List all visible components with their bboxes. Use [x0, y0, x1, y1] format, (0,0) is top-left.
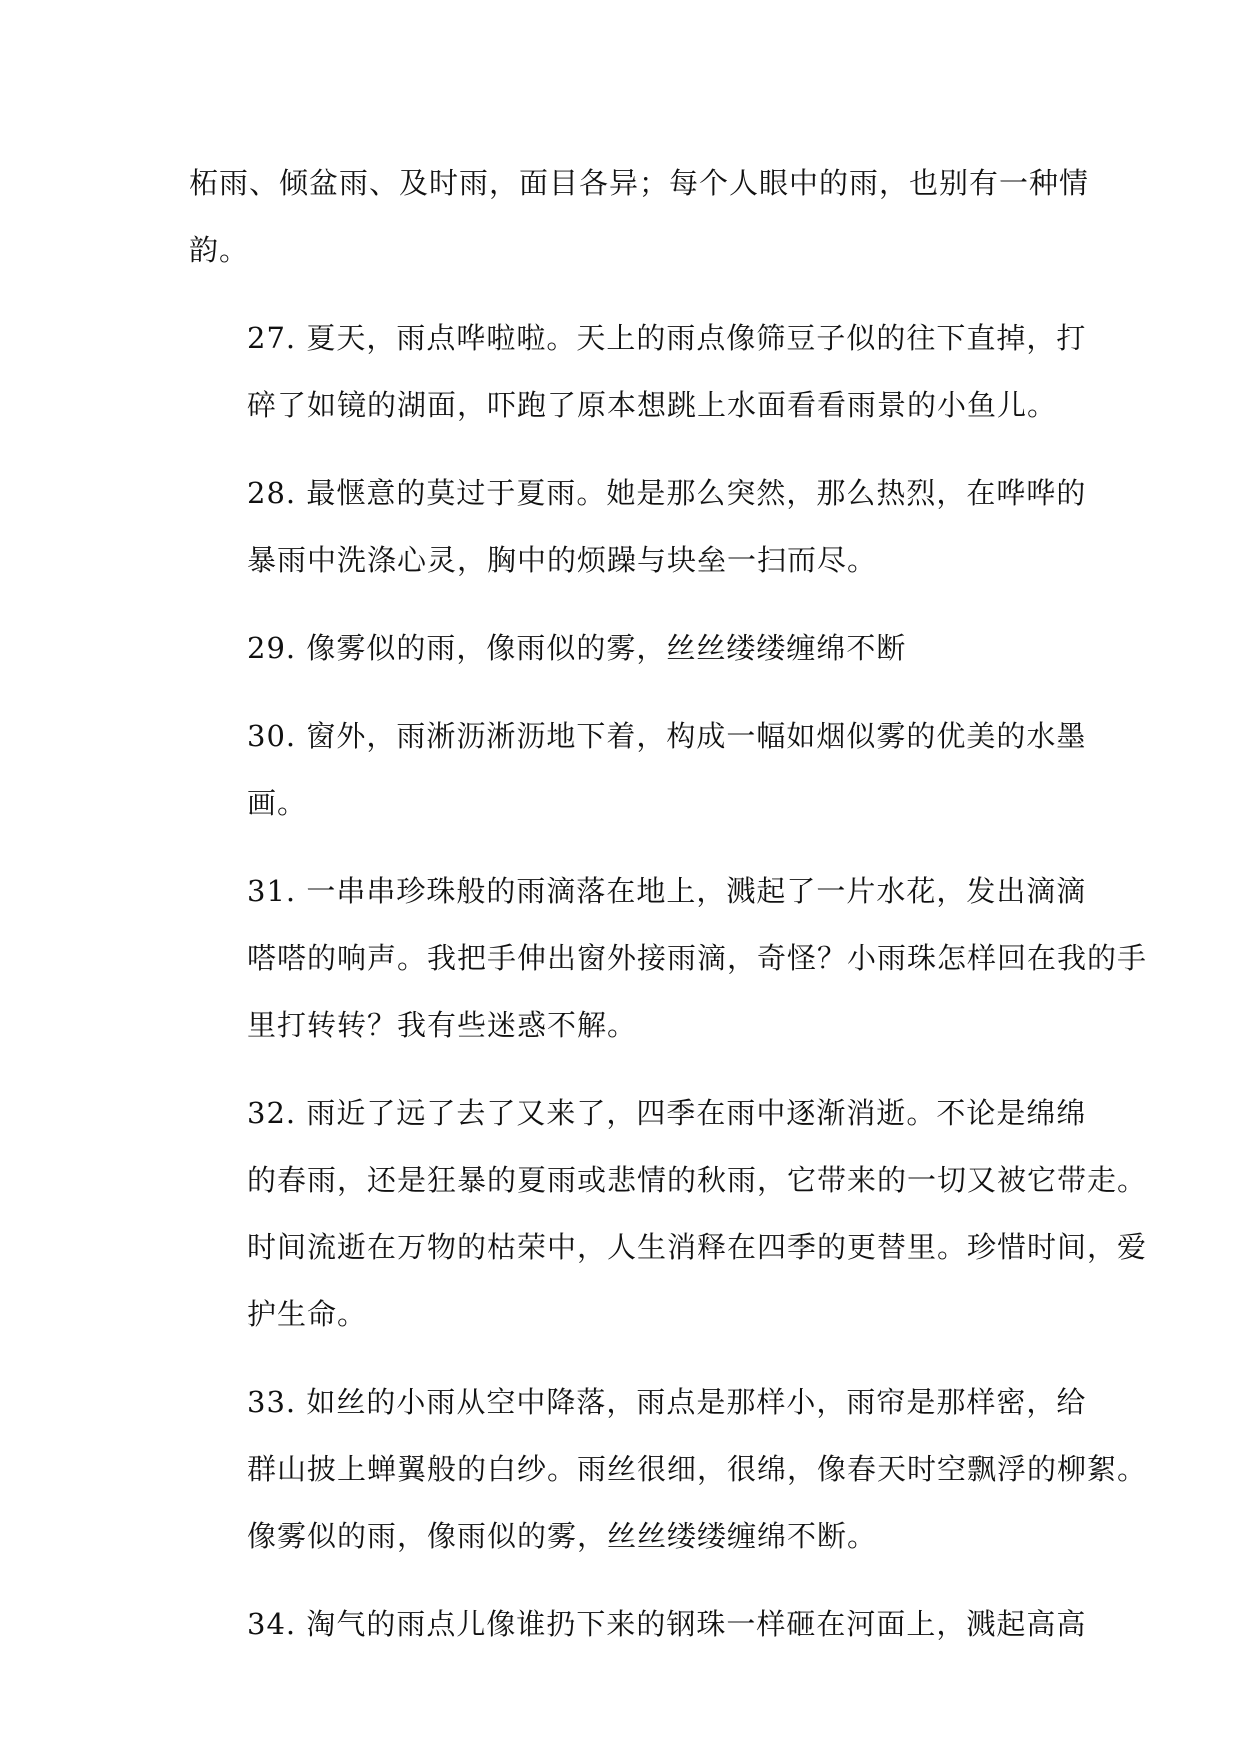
text-line: 32. 雨近了远了去了又来了，四季在雨中逐渐消逝。不论是绵绵 — [247, 1096, 1087, 1130]
text-line: 31. 一串串珍珠般的雨滴落在地上，溅起了一片水花，发出滴滴 — [247, 874, 1087, 908]
text-line: 像雾似的雨，像雨似的雾，丝丝缕缕缠绵不断。 — [247, 1519, 878, 1553]
text-line: 护生命。 — [247, 1297, 368, 1331]
text-line: 碎了如镜的湖面，吓跑了原本想跳上水面看看雨景的小鱼儿。 — [247, 388, 1058, 422]
text-line: 嗒嗒的响声。我把手伸出窗外接雨滴，奇怪？小雨珠怎样回在我的手 — [247, 941, 1148, 975]
paragraph-31 — [189, 858, 1148, 1059]
text-line: 30. 窗外，雨淅沥淅沥地下着，构成一幅如烟似雾的优美的水墨 — [247, 719, 1087, 753]
paragraph-33 — [189, 1369, 1148, 1570]
text-line: 28. 最惬意的莫过于夏雨。她是那么突然，那么热烈，在哗哗的 — [247, 476, 1087, 510]
text-line: 时间流逝在万物的枯荣中，人生消释在四季的更替里。珍惜时间，爱 — [247, 1230, 1148, 1264]
paragraph-32 — [189, 1080, 1148, 1348]
paragraph-34 — [189, 1591, 1087, 1658]
paragraph-30 — [189, 703, 1087, 837]
paragraph-27 — [189, 305, 1087, 439]
text-line: 的春雨，还是狂暴的夏雨或悲情的秋雨，它带来的一切又被它带走。 — [247, 1163, 1148, 1197]
paragraph-26-continuation — [189, 150, 1090, 284]
text-line: 群山披上蝉翼般的白纱。雨丝很细，很绵，像春天时空飘浮的柳絮。 — [247, 1452, 1148, 1486]
text-line: 里打转转？我有些迷惑不解。 — [247, 1008, 638, 1042]
text-line: 暴雨中洗涤心灵，胸中的烦躁与块垒一扫而尽。 — [247, 543, 878, 577]
text-line: 柘雨、倾盆雨、及时雨，面目各异；每个人眼中的雨，也别有一种情 — [189, 166, 1090, 200]
text-line: 33. 如丝的小雨从空中降落，雨点是那样小，雨帘是那样密，给 — [247, 1385, 1087, 1419]
text-line: 27. 夏天，雨点哗啦啦。天上的雨点像筛豆子似的往下直掉，打 — [247, 321, 1087, 355]
paragraph-28 — [189, 460, 1087, 594]
paragraph-29 — [189, 615, 1069, 682]
text-line: 画。 — [247, 786, 308, 820]
text-line: 29. 像雾似的雨，像雨似的雾，丝丝缕缕缠绵不断 — [247, 631, 907, 665]
text-line: 韵。 — [189, 233, 250, 267]
document-page — [189, 150, 1148, 1658]
text-line: 34. 淘气的雨点儿像谁扔下来的钢珠一样砸在河面上，溅起高高 — [247, 1607, 1087, 1641]
